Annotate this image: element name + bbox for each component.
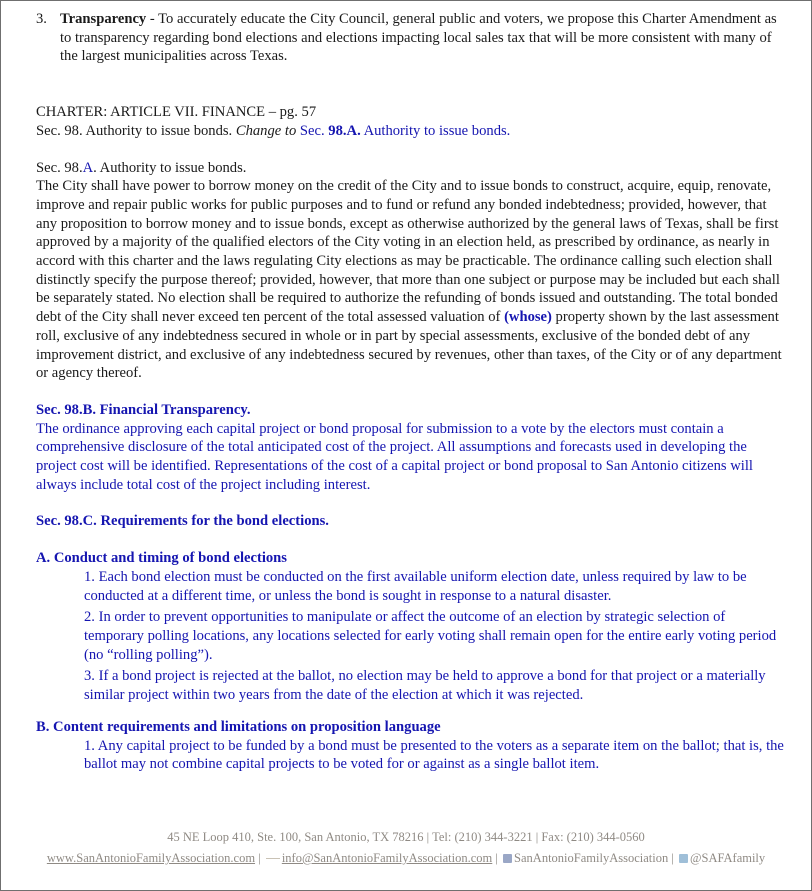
list-item: 2. In order to prevent opportunities to manipulate or affect the outcome of an election by strategic selection of temporary polling locations, any locations selected for early voting shall remain open for the entire early voting period (no “rolling polling”). [84, 609, 777, 663]
list-item: 1. Each bond election must be conducted on the first available uniform election date, unless required by law to be conducted at a different time, or unless the bond is sought in response to a natural disaster. [84, 568, 747, 604]
footer-address: 45 NE Loop 410, Ste. 100, San Antonio, TX 78216 | Tel: (210) 344-3221 | Fax: (210) 344-0560 [167, 830, 645, 844]
twitter-handle[interactable]: @SAFAfamily [689, 851, 766, 865]
footer-separator: | [668, 851, 677, 865]
item-3-transparency [36, 10, 784, 66]
email-icon [266, 849, 280, 859]
sec98a-letter: A [82, 159, 94, 176]
footer-contacts [0, 849, 812, 866]
facebook-icon [503, 854, 512, 863]
sec98c-a-heading: A. Conduct and timing of bond elections [36, 550, 287, 567]
footer-separator: | [492, 851, 502, 865]
sec98a-body-part1: The City shall have power to borrow money on the credit of the City and to issue bonds to construct, acquire, equip, renovate, improve and repair public works for public purposes and to fund or refund any bonded indebtedness; provided, however, that any proposition to borrow money and to issue bonds, except as otherwise authorized by the general laws of Texas, shall be first approved by a majority of the qualified electors of the City voting in an election held, as prescribed by ordinance, as nearly in accord with this charter and the laws regulating City elections as may be practicable. The ordinance calling such election shall distinctly specify the purpose thereof; provided, however, that more than one subject or purpose may be included but each shall be separately stated. No election shall be required to authorize the refunding of bonds issued and outstanding. The total bonded debt of the City shall never exceed ten percent of the total assessed valuation of [36, 178, 780, 326]
list-item: 1. Any capital project to be funded by a bond must be presented to the voters as a separate item on the ballot; that is, the ballot may not combine capital projects to be voted for or against as a single ballot item. [84, 737, 784, 773]
new-section-number: 98.A. [328, 122, 361, 139]
sec98a-prefix: Sec. 98. [36, 159, 83, 176]
charter-change-line [36, 122, 784, 141]
sec98a-body [36, 177, 784, 383]
sec98b-body: The ordinance approving each capital project or bond proposal for submission to a vote by the electors must contain a comprehensive disclosure of the total anticipated cost of the project. All assumptions and forecasts used in developing the project cost will be identified. Representations of the cost of a capital project or bond proposal to San Antonio citizens will always include total cost of the project including interest. [36, 420, 753, 493]
website-link[interactable]: www.SanAntonioFamilyAssociation.com [46, 851, 256, 865]
new-section-title: Authority to issue bonds. [360, 122, 511, 139]
sec98a-body-part2: property shown by the last assessment roll, exclusive of any indebtedness secured in whole or in part by special assessments, exclusive of the bonded debt of any improvement district, and exclusive of any indebtedness secured by revenues, other than taxes, of the City or of any department or agency thereof. [36, 309, 782, 382]
email-link[interactable]: info@SanAntonioFamilyAssociation.com [281, 851, 493, 865]
charter-old-section: Sec. 98. Authority to issue bonds. [36, 122, 236, 139]
facebook-handle[interactable]: SanAntonioFamilyAssociation [514, 851, 669, 865]
document-body [36, 10, 784, 777]
sec98c-a-list [36, 568, 784, 705]
sec98c-heading: Sec. 98.C. Requirements for the bond elections. [36, 513, 329, 530]
sec98a-title: . Authority to issue bonds. [93, 159, 247, 176]
new-section-prefix: Sec. [296, 122, 329, 139]
change-to-label: Change to [235, 122, 297, 139]
footer-separator: | [255, 851, 264, 865]
item-text: - To accurately educate the City Council, general public and voters, we propose this Charter Amendment as to transparency regarding bond elections and elections impacting local sales tax that will be more consistent with many of the largest municipalities across Texas. [60, 11, 777, 65]
item-title: Transparency [60, 11, 147, 27]
twitter-icon [679, 854, 688, 863]
sec98a-heading [36, 159, 784, 178]
charter-heading: CHARTER: ARTICLE VII. FINANCE – pg. 57 [36, 104, 317, 121]
sec98c-b-heading: B. Content requirements and limitations on proposition language [36, 718, 441, 735]
sec98c-b-list [36, 737, 784, 774]
list-item: 3. If a bond project is rejected at the ballot, no election may be held to approve a bond for that project or a materially similar project within two years from the date of the election at which it was rejected. [84, 668, 766, 704]
item-number: 3. [36, 11, 47, 27]
sec98b-heading: Sec. 98.B. Financial Transparency. [36, 401, 251, 418]
sec98a-inserted-word: (whose) [504, 309, 552, 326]
